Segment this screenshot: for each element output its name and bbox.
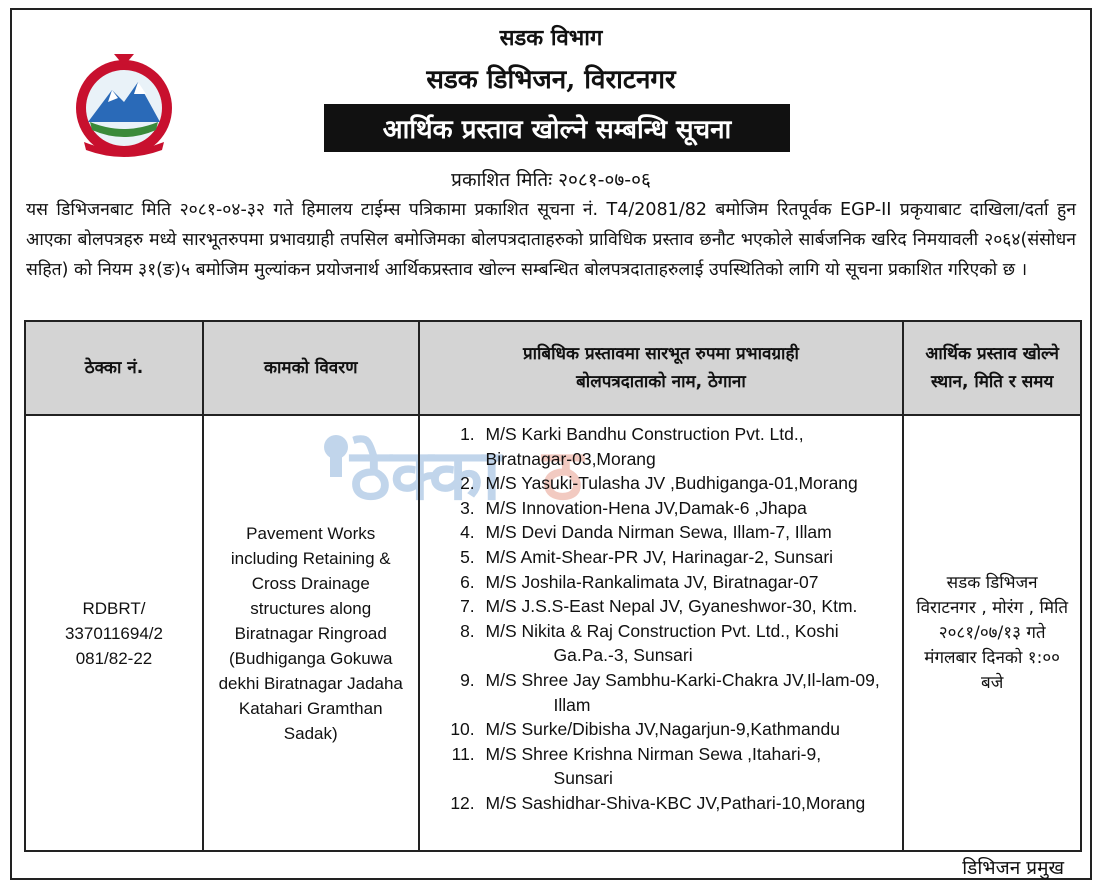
bidder-name: M/S Surke/Dibisha JV,Nagarjun-9,Kathmandu — [485, 719, 840, 740]
bidder-name: M/S Devi Danda Nirman Sewa, Illam-7, Illam — [485, 522, 832, 543]
bidder-name: M/S Shree Krishna Nirman Sewa ,Itahari-9, — [485, 743, 822, 764]
bidders-table — [24, 320, 1082, 852]
department-name: सडक विभाग — [499, 25, 603, 51]
list-item — [480, 742, 897, 791]
header-opening: आर्थिक प्रस्ताव खोल्ने स्थान, मिति र समय — [903, 321, 1081, 415]
bidder-name: M/S Nikita & Raj Construction Pvt. Ltd., Koshi — [485, 620, 839, 641]
bidder-list — [426, 422, 897, 816]
list-item — [480, 791, 897, 816]
bidder-address: Illam — [553, 694, 591, 715]
list-item — [480, 717, 897, 742]
bidder-address: Ga.Pa.-3, Sunsari — [553, 645, 693, 666]
bidder-name: M/S Innovation-Hena JV,Damak-6 ,Jhapa — [485, 497, 807, 518]
opening-venue: सडक डिभिजन विराटनगर , मोरंग , मिति २०८१/०७/१३ गते मंगलबार दिनको १:०० बजे — [903, 415, 1081, 851]
list-item — [480, 471, 897, 496]
notice-body: यस डिभिजनबाट मिति २०८१-०४-३२ गते हिमालय टाईम्स पत्रिकामा प्रकाशित सूचना नं. T4/2081/82 बमोजिम रितपूर्वक EGP-II प्रकृयाबाट दाखिला/दर्ता हुन आएका बोलपत्रहरु मध्ये सारभूतरुपमा प्रभावग्राही तपसिल बमोजिमका बोलपत्रदाताहरुको प्राविधिक प्रस्ताव छनौट भएकोले सार्बजनिक खरिद निमयावली २०६४(संसोधन सहित) को नियम ३१(ङ)५ बमोजिम मुल्यांकन प्रयोजनार्थ आर्थिकप्रस्ताव खोल्न सम्बन्धित बोलपत्रदाताहरुलाई उपस्थितिको लागि यो सूचना प्रकाशित गरिएको छ । — [26, 200, 1076, 280]
notice-frame — [10, 8, 1092, 880]
bidder-name: M/S Amit-Shear-PR JV, Harinagar-2, Sunsari — [485, 546, 834, 567]
bidder-name: M/S Joshila-Rankalimata JV, Biratnagar-07 — [485, 571, 819, 592]
list-item — [480, 619, 897, 668]
bidder-name: M/S Shree Jay Sambhu-Karki-Chakra JV,Il-lam-09, — [485, 669, 880, 690]
header-contract-no: ठेक्का नं. — [25, 321, 203, 415]
published-date: प्रकाशित मितिः २०८१-०७-०६ — [451, 169, 651, 191]
bidders-cell — [419, 415, 904, 851]
notice-title: आर्थिक प्रस्ताव खोल्ने सम्बन्धि सूचना — [324, 104, 790, 152]
list-item — [480, 422, 897, 471]
signature: डिभिजन प्रमुख — [962, 857, 1064, 879]
bidder-name: M/S Sashidhar-Shiva-KBC JV,Pathari-10,Morang — [485, 792, 866, 813]
watermark-text: ठेक्का — [350, 434, 501, 515]
list-item — [480, 520, 897, 545]
contract-number: RDBRT/ 337011694/2 081/82-22 — [25, 415, 203, 851]
bidder-name: M/S Yasuki-Tulasha JV ,Budhiganga-01,Morang — [485, 473, 858, 494]
list-item — [480, 570, 897, 595]
header-work-description: कामको विवरण — [203, 321, 419, 415]
header-bidders: प्राबिधिक प्रस्तावमा सारभूत रुपमा प्रभावग्राही बोलपत्रदाताको नाम, ठेगाना — [419, 321, 904, 415]
list-item — [480, 594, 897, 619]
list-item — [480, 668, 897, 717]
office-name: सडक डिभिजन, विराटनगर — [426, 65, 676, 95]
svg-text:ठ: ठ — [542, 434, 583, 515]
list-item — [480, 496, 897, 521]
bidder-address: Sunsari — [553, 768, 613, 789]
table-header-row — [25, 321, 1081, 415]
table-row — [25, 415, 1081, 851]
list-item — [480, 545, 897, 570]
bidder-name: M/S Karki Bandhu Construction Pvt. Ltd., — [485, 424, 804, 444]
bidder-name: M/S J.S.S-East Nepal JV, Gyaneshwor-30, Ktm. — [485, 596, 858, 617]
work-description: Pavement Works including Retaining & Cross Drainage structures along Biratnagar Ringroad (Budhiganga Gokuwa dekhi Biratnagar Jadaha Katahari Gramthan Sadak) — [203, 415, 419, 851]
bidder-address: Biratnagar-03,Morang — [485, 448, 656, 469]
